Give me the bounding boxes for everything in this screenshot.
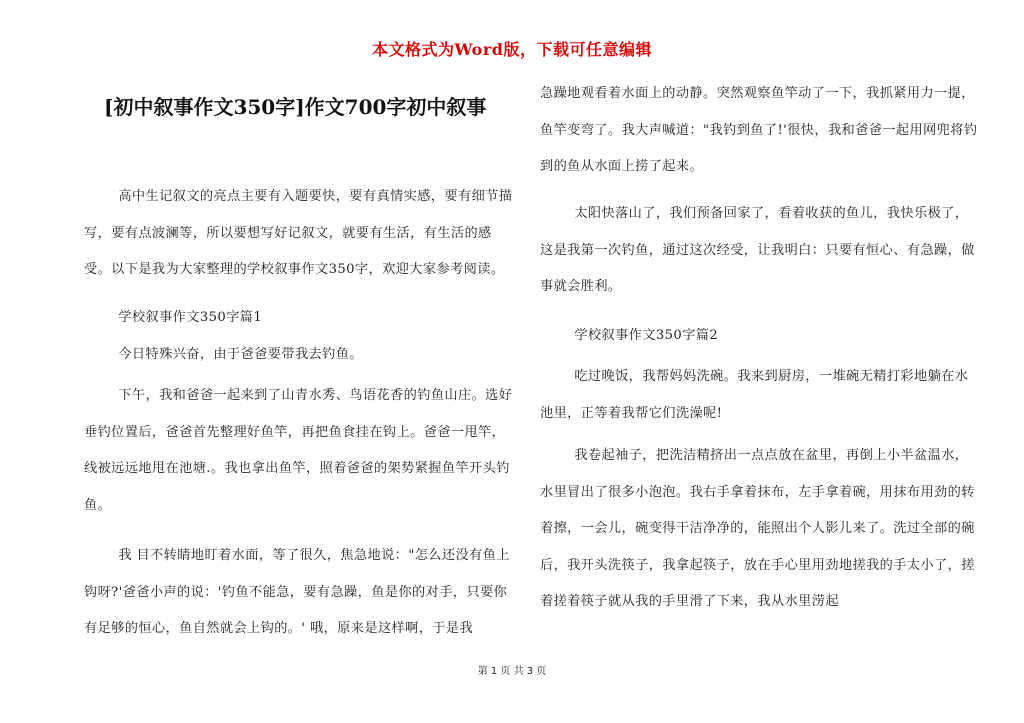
section-heading-1: 学校叙事作文350字篇1 (118, 310, 263, 325)
section-heading-2: 学校叙事作文350字篇2 (574, 328, 719, 343)
paragraph-continued: 急躁地观看着水面上的动静。突然观察鱼竿动了一下，我抓紧用力一提，鱼竿变弯了。我大声喊道："我钓到鱼了!'很快，我和爸爸一起用网兜将钓到的鱼从水面上捞了起来。 (540, 86, 978, 174)
paragraph-intro: 高中生记叙文的亮点主要有入题要快，要有真情实感，要有细节描写，要有点波澜等，所以要想写好记叙文，就要有生活，有生活的感受。以下是我为大家整理的学校叙事作文350字，欢迎大家参考阅读。 (84, 189, 513, 277)
paragraph: 太阳快落山了，我们预备回家了，看着收获的鱼儿，我快乐极了，这是我第一次钓鱼，通过这次经受，让我明白：只要有恒心、有急躁，做事就会胜利。 (540, 206, 975, 294)
paragraph: 今日特殊兴奋，由于爸爸要带我去钓鱼。 (118, 347, 363, 362)
paragraph: 我 目不转睛地盯着水面，等了很久，焦急地说："怎么还没有鱼上钩呀?'爸爸小声的说：'钓鱼不能急，要有急躁，鱼是你的对手，只要你有足够的恒心，鱼自然就会上钩的。' 哦，原来是这样啊，于是我 (84, 548, 510, 636)
paragraph: 吃过晚饭，我帮妈妈洗碗。我来到厨房，一堆碗无精打彩地躺在水池里，正等着我帮它们洗澡呢! (540, 369, 969, 421)
document-title: [初中叙事作文350字]作文700字初中叙事 (104, 95, 487, 119)
format-banner: 本文格式为Word版，下载可任意编辑 (372, 40, 652, 59)
page-footer: 第 1 页 共 3 页 (477, 666, 547, 677)
paragraph: 我卷起袖子，把洗洁精挤出一点点放在盆里，再倒上小半盆温水，水里冒出了很多小泡泡。我右手拿着抹布，左手拿着碗，用抹布用劲的转着擦，一会儿，碗变得干洁净净的，能照出个人影儿来了。洗过全部的碗后，我开头洗筷子，我拿起筷子，放在手心里用劲地搓我的手太小了，搓着搓着筷子就从我的手里滑了下来，我从水里涝起 (540, 448, 975, 609)
paragraph: 下午，我和爸爸一起来到了山青水秀、鸟语花香的钓鱼山庄。选好垂钓位置后，爸爸首先整理好鱼竿，再把鱼食挂在钩上。爸爸一甩竿，线被远远地甩在池塘.。我也拿出鱼竿，照着爸爸的架势紧握鱼竿开头钓鱼。 (84, 388, 513, 513)
